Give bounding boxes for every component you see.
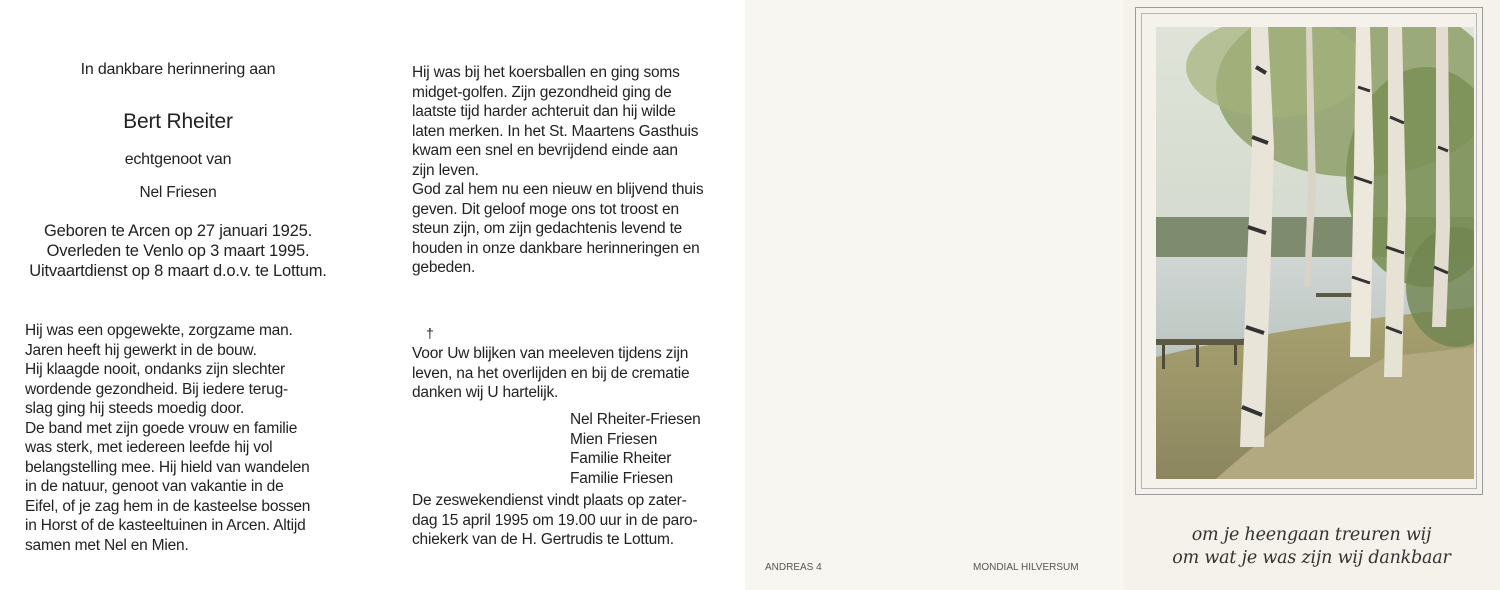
bio-line: was sterk, met iedereen leefde hij vol bbox=[25, 439, 273, 456]
cross-icon: † bbox=[426, 325, 434, 341]
bio-line: geven. Dit geloof moge ons tot troost en bbox=[412, 200, 679, 218]
bio-line: in Horst of de kasteeltuinen in Arcen. Altijd bbox=[25, 517, 306, 534]
life-dates bbox=[0, 221, 356, 281]
publisher-code: ANDREAS 4 bbox=[765, 562, 822, 573]
memorial-verse bbox=[1123, 524, 1500, 570]
back-cover bbox=[745, 0, 1123, 590]
death-line: Overleden te Venlo op 3 maart 1995. bbox=[46, 242, 310, 260]
signer: Nel Rheiter-Friesen bbox=[570, 411, 701, 428]
signer: Familie Friesen bbox=[570, 469, 673, 487]
bio-line: samen met Nel en Mien. bbox=[25, 536, 189, 554]
bio-line: laten merken. In het St. Maartens Gasthuis bbox=[412, 122, 699, 140]
bio-line: God zal hem nu een nieuw en blijvend thuis bbox=[412, 181, 704, 198]
bio-line: Hij klaagde nooit, ondanks zijn slechter bbox=[25, 361, 285, 378]
biography-part-2 bbox=[412, 63, 717, 278]
signer: Familie Rheiter bbox=[570, 450, 672, 467]
bio-line: gebeden. bbox=[412, 259, 476, 276]
biography-part-1 bbox=[25, 321, 328, 555]
thanks-line: danken wij U hartelijk. bbox=[412, 384, 559, 401]
funeral-line: Uitvaartdienst op 8 maart d.o.v. te Lottum. bbox=[29, 262, 327, 280]
verse-line: om je heengaan treuren wij bbox=[1191, 525, 1432, 545]
bio-line: Jaren heeft hij gewerkt in de bouw. bbox=[25, 341, 257, 359]
bio-line: steun zijn, om zijn gedachtenis levend te bbox=[412, 220, 683, 237]
verse-line: om wat je was zijn wij dankbaar bbox=[1172, 548, 1451, 568]
spouse-name: Nel Friesen bbox=[139, 184, 217, 201]
service-line: De zeswekendienst vindt plaats op zater- bbox=[412, 492, 687, 509]
spouse-label: echtgenoot van bbox=[124, 151, 232, 168]
bio-line: Hij was een opgewekte, zorgzame man. bbox=[25, 322, 293, 339]
service-line: chiekerk van de H. Gertrudis te Lottum. bbox=[412, 531, 674, 548]
bio-line: in de natuur, genoot van vakantie in de bbox=[25, 478, 284, 495]
bio-line: slag ging hij steeds moedig door. bbox=[25, 400, 245, 417]
intro-text: In dankbare herinnering aan bbox=[80, 61, 276, 78]
bio-line: midget-golfen. Zijn gezondheid ging de bbox=[412, 83, 672, 101]
bio-line: zijn leven. bbox=[412, 161, 479, 179]
bio-line: kwam een snel en bevrijdend einde aan bbox=[412, 142, 678, 159]
birth-line: Geboren te Arcen op 27 januari 1925. bbox=[44, 222, 312, 240]
bio-line: houden in onze dankbare herinneringen en bbox=[412, 239, 700, 257]
birch-lake-photo bbox=[1156, 27, 1474, 479]
thanks-line: Voor Uw blijken van meeleven tijdens zijn bbox=[412, 345, 689, 362]
bio-line: laatste tijd harder achteruit dan hij wilde bbox=[412, 103, 676, 120]
publisher-name: MONDIAL HILVERSUM bbox=[973, 562, 1079, 573]
thanks-text bbox=[412, 344, 719, 403]
bio-line: De band met zijn goede vrouw en familie bbox=[25, 419, 298, 437]
bio-line: Hij was bij het koersballen en ging soms bbox=[412, 64, 680, 81]
signers-list bbox=[570, 410, 701, 488]
bio-line: wordende gezondheid. Bij iedere terug- bbox=[25, 380, 288, 398]
bio-line: Eifel, of je zag hem in de kasteelse bossen bbox=[25, 497, 311, 515]
service-line: dag 15 april 1995 om 19.00 uur in de paro- bbox=[412, 511, 698, 529]
signer: Mien Friesen bbox=[570, 430, 658, 448]
thanks-line: leven, na het overlijden en bij de crematie bbox=[412, 364, 690, 382]
deceased-name: Bert Rheiter bbox=[123, 110, 233, 133]
memorial-service-text bbox=[412, 491, 719, 550]
bio-line: belangstelling mee. Hij hield van wandelen bbox=[25, 458, 310, 476]
